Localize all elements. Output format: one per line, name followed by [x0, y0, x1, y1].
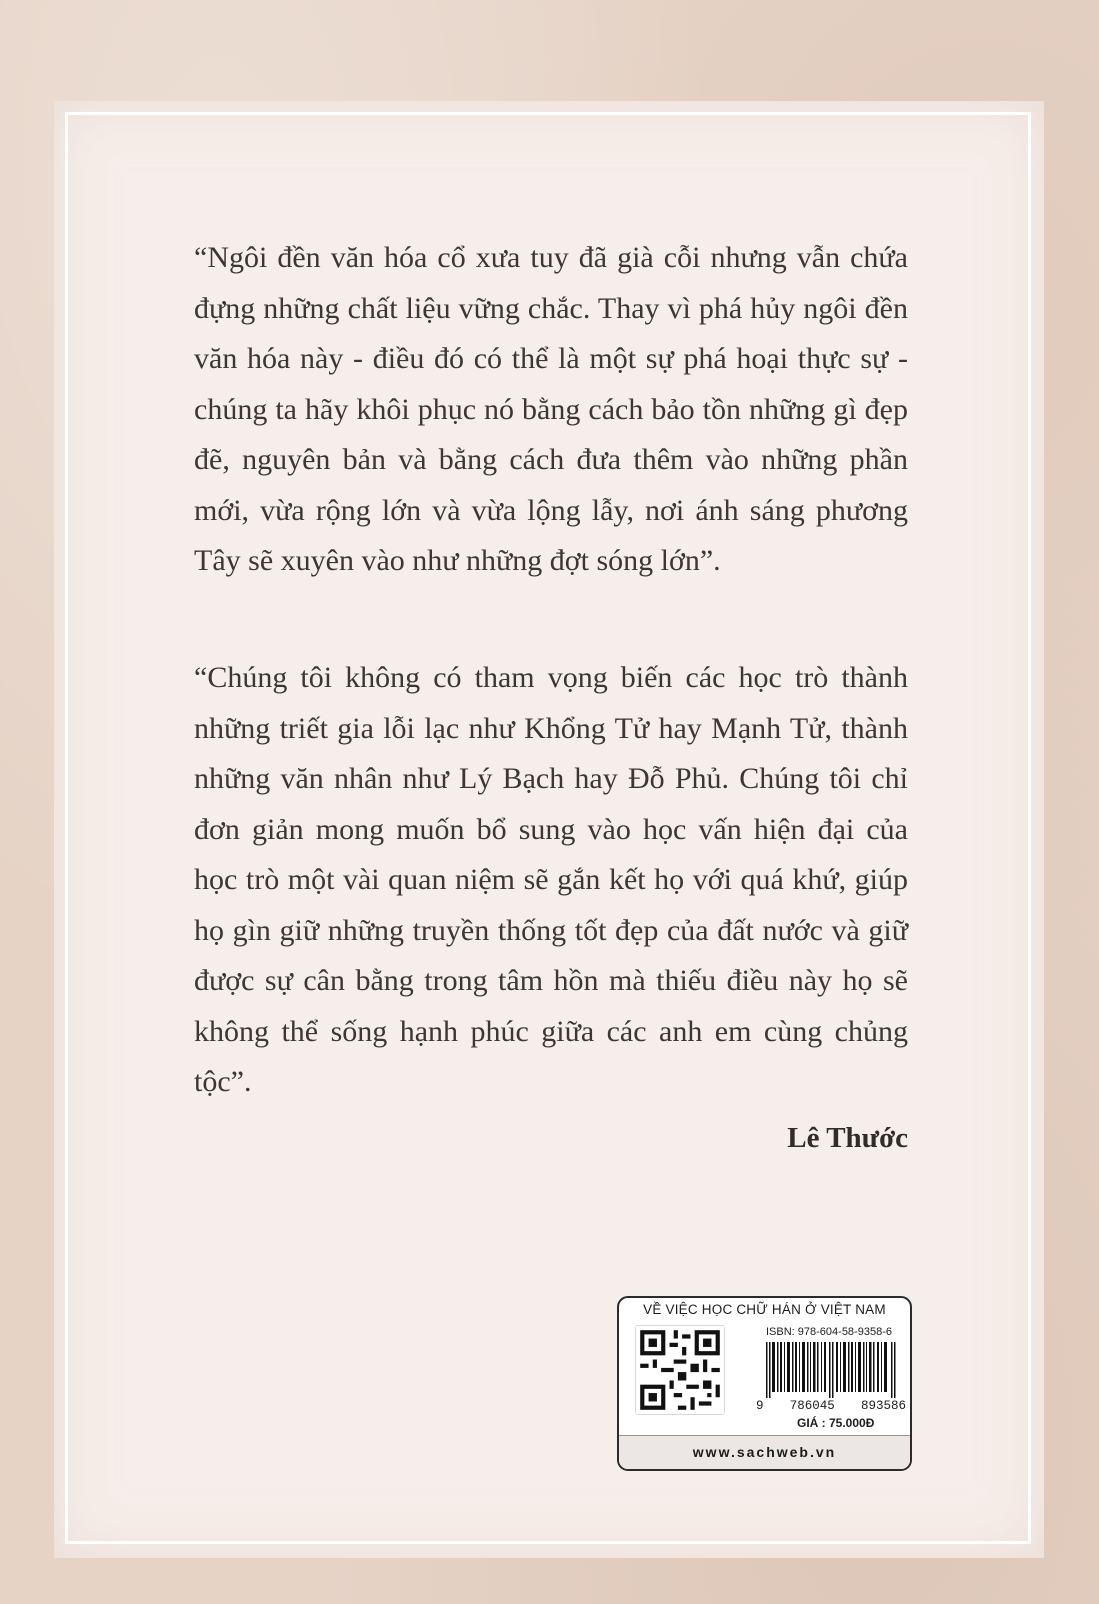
author-name: Lê Thước — [787, 1122, 908, 1154]
website-label: www.sachweb.vn — [619, 1435, 910, 1469]
barcode-digits — [756, 1399, 906, 1413]
book-title-label: VỀ VIỆC HỌC CHỮ HÁN Ở VIỆT NAM — [643, 1302, 886, 1317]
barcode-icon — [766, 1342, 897, 1398]
isbn-text: ISBN: 978-604-58-9358-6 — [766, 1326, 892, 1338]
barcode-box — [617, 1296, 912, 1471]
barcode-digit-left: 786045 — [789, 1399, 835, 1413]
barcode-digit-right: 893586 — [860, 1399, 906, 1413]
barcode-digit-prefix: 9 — [756, 1399, 764, 1413]
price-label: GIÁ : 75.000Đ — [797, 1416, 875, 1430]
qr-code-icon — [635, 1325, 725, 1415]
quote-2: “Chúng tôi không có tham vọng biến các học trò thành những triết gia lỗi lạc như Khổng Tử hay Mạnh Tử, thành những văn nhân như Lý Bạch hay Đỗ Phủ. Chúng tôi chỉ đơn giản mong muốn bổ sung vào học vấn hiện đại của học trò một vài quan niệm sẽ gắn kết họ với quá khứ, giúp họ gìn giữ những truyền thống tốt đẹp của đất nước và giữ được sự cân bằng trong tâm hồn mà thiếu điều này họ sẽ không thể sống hạnh phúc giữa các anh em cùng chủng tộc”. — [194, 661, 908, 1098]
quote-1: “Ngôi đền văn hóa cổ xưa tuy đã già cỗi nhưng vẫn chứa đựng những chất liệu vững chắc. Thay vì phá hủy ngôi đền văn hóa này - điều đó có thể là một sự phá hoại thực sự - chúng ta hãy khôi phục nó bằng cách bảo tồn những gì đẹp đẽ, nguyên bản và bằng cách đưa thêm vào những phần mới, vừa rộng lớn và vừa lộng lẫy, nơi ánh sáng phương Tây sẽ xuyên vào như những đợt sóng lớn”. — [194, 241, 908, 577]
